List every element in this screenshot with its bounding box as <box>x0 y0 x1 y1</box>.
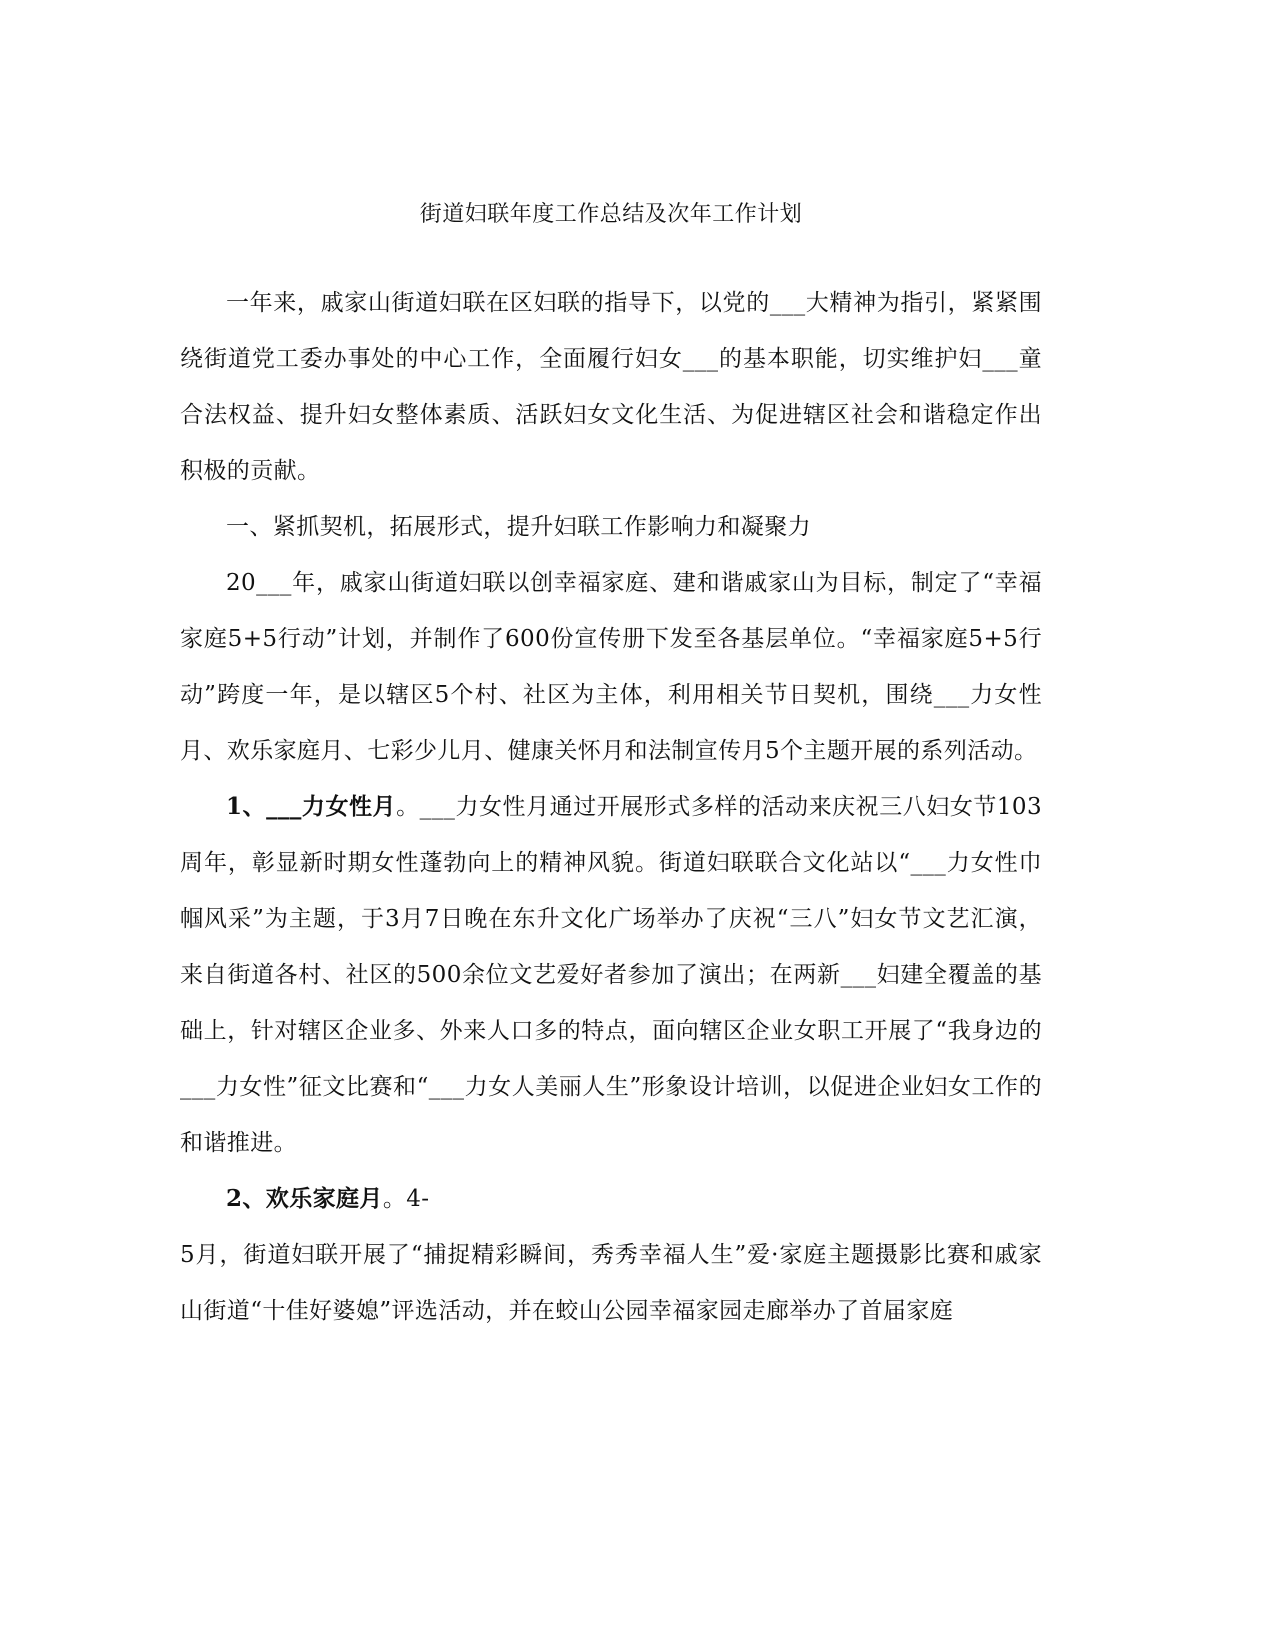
item2-heading: 2、欢乐家庭月 <box>226 1185 383 1212</box>
item1-paragraph <box>180 779 1042 1171</box>
section1-heading: 一、紧抓契机，拓展形式，提升妇联工作影响力和凝聚力 <box>226 514 811 540</box>
section1-paragraph: 20___年，戚家山街道妇联以创幸福家庭、建和谐戚家山为目标，制定了“幸福家庭5+5行动”计划，并制作了600份宣传册下发至各基层单位。“幸福家庭5+5行动”跨度一年，是以辖区5个村、社区为主体，利用相关节日契机，围绕___力女性月、欢乐家庭月、七彩少儿月、健康关怀月和法制宣传月5个主题开展的系列活动。 <box>180 570 1042 764</box>
item1-heading: 1、___力女性月 <box>226 793 397 820</box>
document-title: 街道妇联年度工作总结及次年工作计划 <box>419 202 803 227</box>
item2-heading-line <box>180 1171 1042 1227</box>
document-page <box>180 195 1042 1339</box>
intro-paragraph: 一年来，戚家山街道妇联在区妇联的指导下，以党的___大精神为指引，紧紧围绕街道党工委办事处的中心工作，全面履行妇女___的基本职能，切实维护妇___童合法权益、提升妇女整体素质、活跃妇女文化生活、为促进辖区社会和谐稳定作出积极的贡献。 <box>180 290 1042 484</box>
item1-body: 。___力女性月通过开展形式多样的活动来庆祝三八妇女节103周年，彰显新时期女性蓬勃向上的精神风貌。街道妇联联合文化站以“___力女性巾帼风采”为主题，于3月7日晚在东升文化广场举办了庆祝“三八”妇女节文艺汇演，来自街道各村、社区的500余位文艺爱好者参加了演出；在两新___妇建全覆盖的基础上，针对辖区企业多、外来人口多的特点，面向辖区企业女职工开展了“我身边的___力女性”征文比赛和“___力女人美丽人生”形象设计培训，以促进企业妇女工作的和谐推进。 <box>180 794 1042 1156</box>
item2-heading-tail: 。4- <box>382 1186 430 1212</box>
item2-paragraph: 5月，街道妇联开展了“捕捉精彩瞬间，秀秀幸福人生”爱·家庭主题摄影比赛和戚家山街道“十佳好婆媳”评选活动，并在蛟山公园幸福家园走廊举办了首届家庭 <box>180 1242 1042 1324</box>
